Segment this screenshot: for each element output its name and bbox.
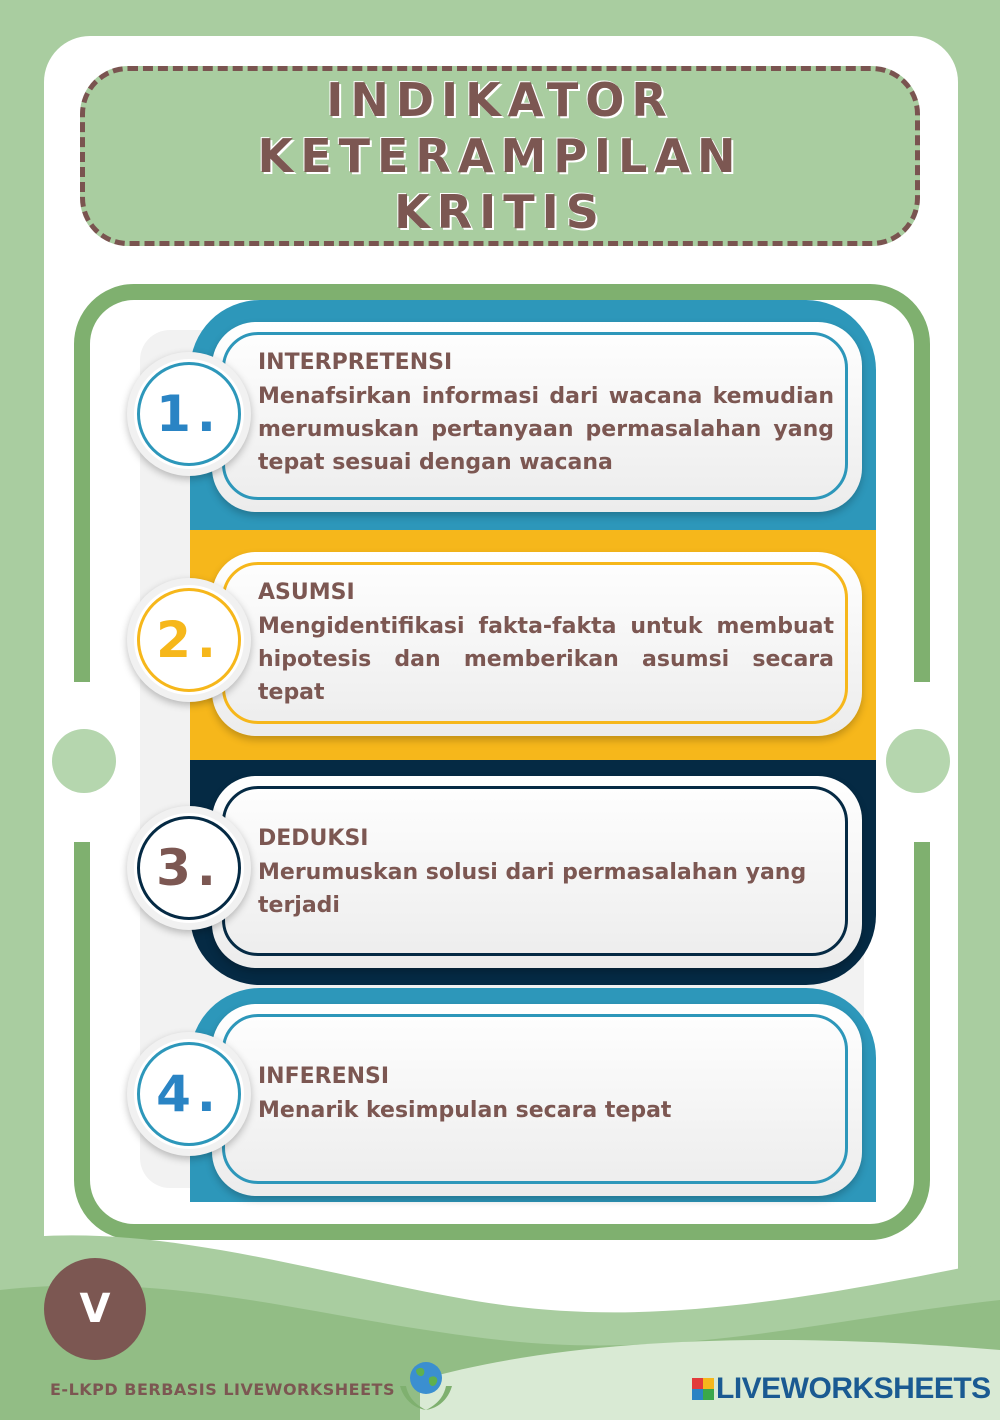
indicator-heading-3: DEDUKSI xyxy=(258,826,369,851)
indicator-heading-1: INTERPRETENSI xyxy=(258,350,453,375)
liveworksheets-logo xyxy=(692,1372,991,1406)
side-dot-right xyxy=(886,729,950,793)
title-line-1: INDIKATOR KETERAMPILAN xyxy=(257,73,743,183)
number-3: 3. xyxy=(137,816,241,920)
indicator-heading-4: INFERENSI xyxy=(258,1064,390,1089)
page-title xyxy=(85,72,915,240)
number-badge-4 xyxy=(127,1032,251,1156)
number-badge-3 xyxy=(127,806,251,930)
indicator-heading-2: ASUMSI xyxy=(258,580,355,605)
page-marker: V xyxy=(44,1258,146,1360)
number-badge-1 xyxy=(127,352,251,476)
footer-caption: E-LKPD BERBASIS LIVEWORKSHEETS xyxy=(50,1380,395,1399)
title-box xyxy=(80,66,920,246)
indicator-text-1: Menafsirkan informasi dari wacana kemudian merumuskan pertanyaan permasalahan yang tepat sesuai dengan wacana xyxy=(258,384,834,475)
number-4: 4. xyxy=(137,1042,241,1146)
liveworksheets-wordmark: LIVEWORKSHEETS xyxy=(716,1372,991,1405)
indicator-text-4: Menarik kesimpulan secara tepat xyxy=(258,1098,672,1123)
globe-hands-icon xyxy=(396,1356,456,1412)
number-1: 1. xyxy=(137,362,241,466)
side-dot-left xyxy=(52,729,116,793)
number-2: 2. xyxy=(137,588,241,692)
indicator-text-3: Merumuskan solusi dari permasalahan yang terjadi xyxy=(258,860,807,918)
indicator-text-2: Mengidentifikasi fakta-fakta untuk membuat hipotesis dan memberikan asumsi secara tepat xyxy=(258,614,834,705)
title-line-2: KRITIS xyxy=(394,185,606,239)
number-badge-2 xyxy=(127,578,251,702)
liveworksheets-grid-icon xyxy=(692,1378,714,1400)
